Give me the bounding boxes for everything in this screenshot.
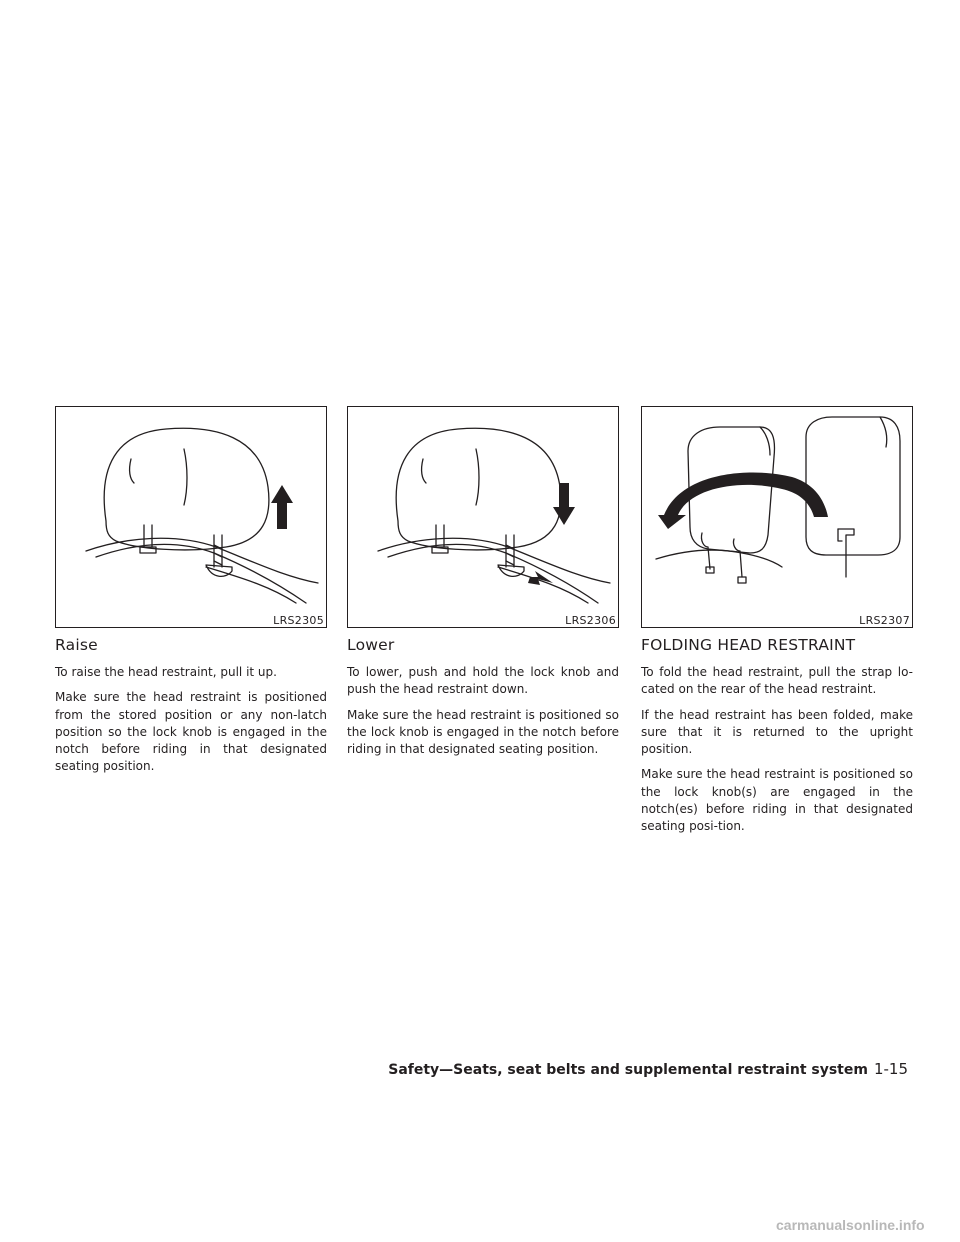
paragraph: To lower, push and hold the lock knob and push the head restraint down.: [347, 665, 619, 697]
section-folding: [641, 406, 913, 844]
paragraph: If the head restraint has been folded, make sure that it is returned to the upright position.: [641, 707, 913, 757]
raise-illustration: [55, 406, 327, 628]
figure-code: LRS2305: [273, 614, 324, 627]
section-lower: [347, 406, 619, 766]
figure-code: LRS2306: [565, 614, 616, 627]
footer-section-title: Safety—Seats, seat belts and supplemental restraint system: [388, 1062, 868, 1078]
figure-code: LRS2307: [859, 614, 910, 627]
paragraph: Make sure the head restraint is positioned so the lock knob is engaged in the notch before riding in that designated seating position.: [347, 707, 619, 757]
head-restraint-lower-drawing: [348, 407, 618, 627]
section-heading: Raise: [55, 636, 98, 654]
paragraph: To fold the head restraint, pull the strap lo-cated on the rear of the head restraint.: [641, 665, 913, 697]
head-restraint-folding-drawing: [642, 407, 912, 627]
paragraph: Make sure the head restraint is positioned from the stored position or any non-latch position so the lock knob is engaged in the notch before riding in that designated seating position.: [55, 690, 327, 774]
section-raise: [55, 406, 327, 784]
head-restraint-raise-drawing: [56, 407, 326, 627]
section-heading: Lower: [347, 636, 395, 654]
section-heading: FOLDING HEAD RESTRAINT: [641, 636, 856, 654]
paragraph: Make sure the head restraint is positioned so the lock knob(s) are engaged in the notch(es) before riding in that designated seating posi-tion.: [641, 767, 913, 834]
page-footer: [388, 1060, 908, 1078]
paragraph: To raise the head restraint, pull it up.: [55, 665, 277, 679]
folding-illustration: [641, 406, 913, 628]
page-number: 1-15: [873, 1060, 908, 1078]
lower-illustration: [347, 406, 619, 628]
watermark: carmanualsonline.info: [776, 1217, 925, 1233]
